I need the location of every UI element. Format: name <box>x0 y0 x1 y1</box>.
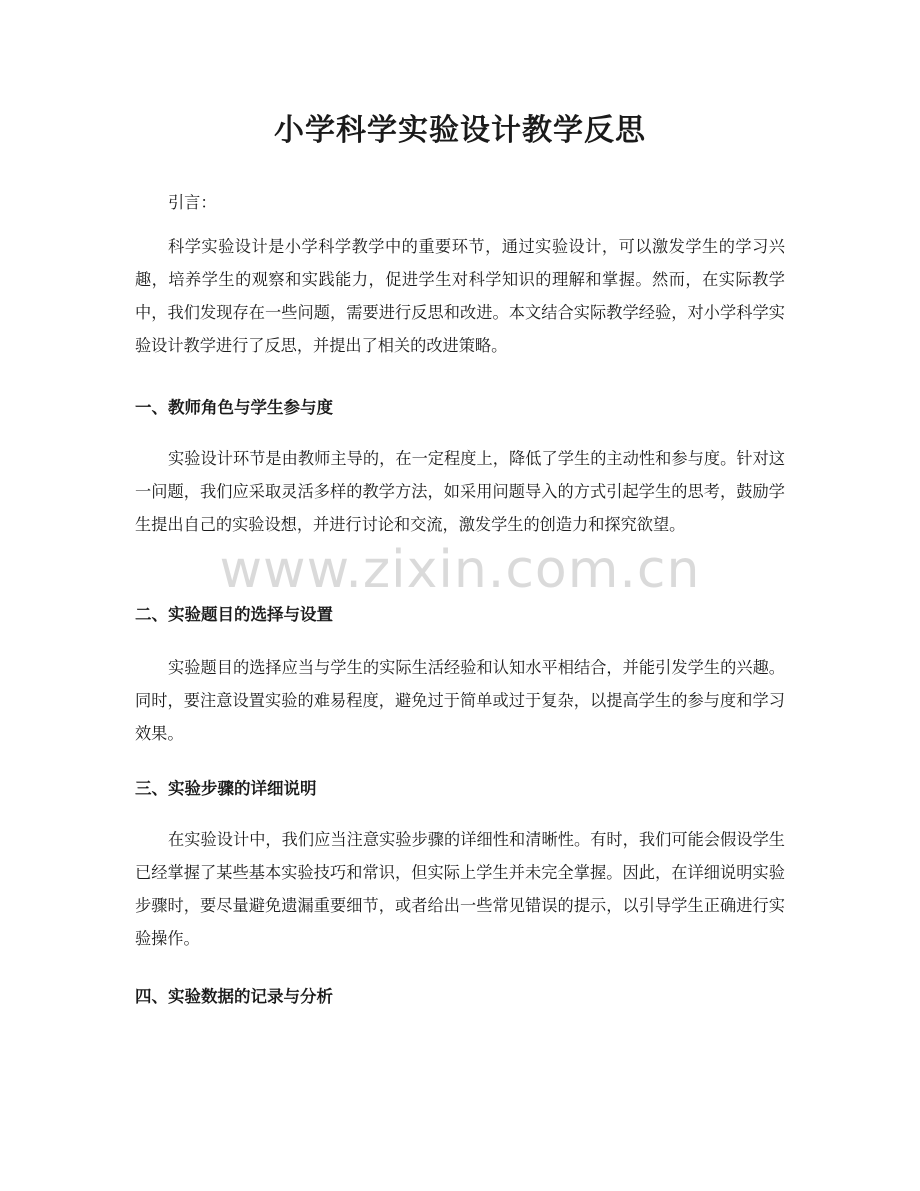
watermark-text: www.zixin.com.cn <box>219 540 701 600</box>
section-heading-2: 二、实验题目的选择与设置 <box>135 605 333 624</box>
intro-label: 引言： <box>168 193 217 212</box>
section-heading-4: 四、实验数据的记录与分析 <box>135 987 333 1006</box>
section-paragraph-3: 在实验设计中，我们应当注意实验步骤的详细性和清晰性。有时，我们可能会假设学生已经掌握了某些基本实验技巧和常识，但实际上学生并未完全掌握。因此，在详细说明实验步骤时，要尽量避免遗漏重要细节，或者给出一些常见错误的提示，以引导学生正确进行实验操作。 <box>135 830 785 948</box>
intro-paragraph: 科学实验设计是小学科学教学中的重要环节，通过实验设计，可以激发学生的学习兴趣，培养学生的观察和实践能力，促进学生对科学知识的理解和掌握。然而，在实际教学中，我们发现存在一些问题，需要进行反思和改进。本文结合实际教学经验，对小学科学实验设计教学进行了反思，并提出了相关的改进策略。 <box>135 237 785 355</box>
section-heading-1: 一、教师角色与学生参与度 <box>135 398 333 417</box>
section-paragraph-1: 实验设计环节是由教师主导的，在一定程度上，降低了学生的主动性和参与度。针对这一问题，我们应采取灵活多样的教学方法，如采用问题导入的方式引起学生的思考，鼓励学生提出自己的实验设想，并进行讨论和交流，激发学生的创造力和探究欲望。 <box>135 449 785 534</box>
document-title: 小学科学实验设计教学反思 <box>274 113 646 148</box>
section-heading-3: 三、实验步骤的详细说明 <box>135 779 317 798</box>
section-paragraph-2: 实验题目的选择应当与学生的实际生活经验和认知水平相结合，并能引发学生的兴趣。同时，要注意设置实验的难易程度，避免过于简单或过于复杂，以提高学生的参与度和学习效果。 <box>135 658 785 743</box>
